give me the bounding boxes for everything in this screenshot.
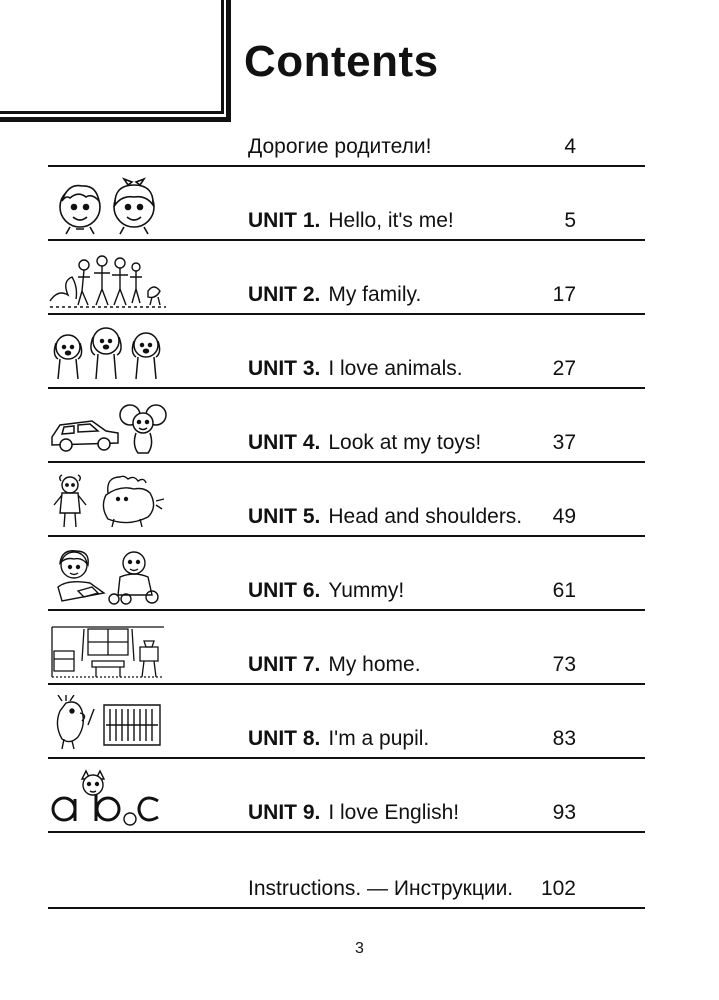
toc-row-unit-6[interactable]	[48, 535, 645, 611]
unit-number: UNIT 2.	[248, 283, 321, 306]
children-eating-icon	[48, 547, 168, 605]
unit-title: Look at my toys!	[328, 431, 482, 454]
toc-row-label	[248, 431, 481, 455]
toc-row-page: 102	[540, 877, 576, 900]
toc-row-page: 27	[552, 357, 576, 380]
unit-number: UNIT 8.	[248, 727, 321, 750]
toc-row-label	[248, 505, 522, 529]
toc-row-page: 61	[552, 579, 576, 602]
three-puppies-icon	[48, 325, 168, 383]
boy-and-girl-faces-icon	[48, 177, 168, 235]
toc-row-label	[248, 653, 421, 677]
toc-row-unit-8[interactable]	[48, 683, 645, 759]
unit-number: UNIT 6.	[248, 579, 321, 602]
parrot-and-pencil-case-icon	[48, 695, 168, 753]
toc-row-unit-5[interactable]	[48, 461, 645, 537]
room-interior-icon	[48, 621, 168, 679]
toc-row-label	[248, 727, 429, 751]
intro-label: Дорогие родители!	[248, 135, 432, 158]
toy-car-and-cheburashka-icon	[48, 399, 168, 457]
toc-row-unit-1[interactable]	[48, 165, 645, 241]
instructions-label: Instructions. — Инструкции.	[248, 877, 514, 900]
abc-letters-with-cat-icon	[48, 769, 168, 827]
toc-row-page: 37	[552, 431, 576, 454]
toc-row-instructions[interactable]	[48, 831, 645, 909]
toc-row-label	[248, 877, 513, 901]
unit-title: Head and shoulders.	[328, 505, 523, 528]
unit-number: UNIT 9.	[248, 801, 321, 824]
toc-row-label	[248, 209, 454, 233]
toc-row-unit-2[interactable]	[48, 239, 645, 315]
toc-row-page: 4	[564, 135, 576, 158]
toc-row-label	[248, 135, 431, 159]
girl-and-monster-icon	[48, 473, 168, 531]
toc-row-unit-7[interactable]	[48, 609, 645, 685]
toc-row-intro[interactable]	[48, 120, 645, 167]
family-pulling-turnip-icon	[48, 251, 168, 309]
unit-title: Hello, it's me!	[328, 209, 454, 232]
unit-title: Yummy!	[328, 579, 405, 602]
page-title: Contents	[244, 37, 439, 86]
unit-title: My family.	[328, 283, 422, 306]
unit-number: UNIT 4.	[248, 431, 321, 454]
toc-row-unit-9[interactable]	[48, 757, 645, 833]
unit-title: I'm a pupil.	[328, 727, 430, 750]
toc-row-page: 49	[552, 505, 576, 528]
unit-number: UNIT 7.	[248, 653, 321, 676]
unit-title: My home.	[328, 653, 421, 676]
unit-number: UNIT 1.	[248, 209, 321, 232]
toc-row-unit-3[interactable]	[48, 313, 645, 389]
toc-row-label	[248, 579, 404, 603]
unit-title: I love animals.	[328, 357, 463, 380]
toc-row-page: 83	[552, 727, 576, 750]
unit-title: I love English!	[328, 801, 460, 824]
toc-row-page: 5	[564, 209, 576, 232]
toc-row-label	[248, 283, 421, 307]
toc-row-unit-4[interactable]	[48, 387, 645, 463]
toc-row-page: 93	[552, 801, 576, 824]
toc-row-page: 73	[552, 653, 576, 676]
toc-row-label	[248, 801, 459, 825]
unit-number: UNIT 5.	[248, 505, 321, 528]
toc-row-page: 17	[552, 283, 576, 306]
unit-number: UNIT 3.	[248, 357, 321, 380]
page-number: 3	[355, 940, 364, 957]
toc-row-label	[248, 357, 463, 381]
